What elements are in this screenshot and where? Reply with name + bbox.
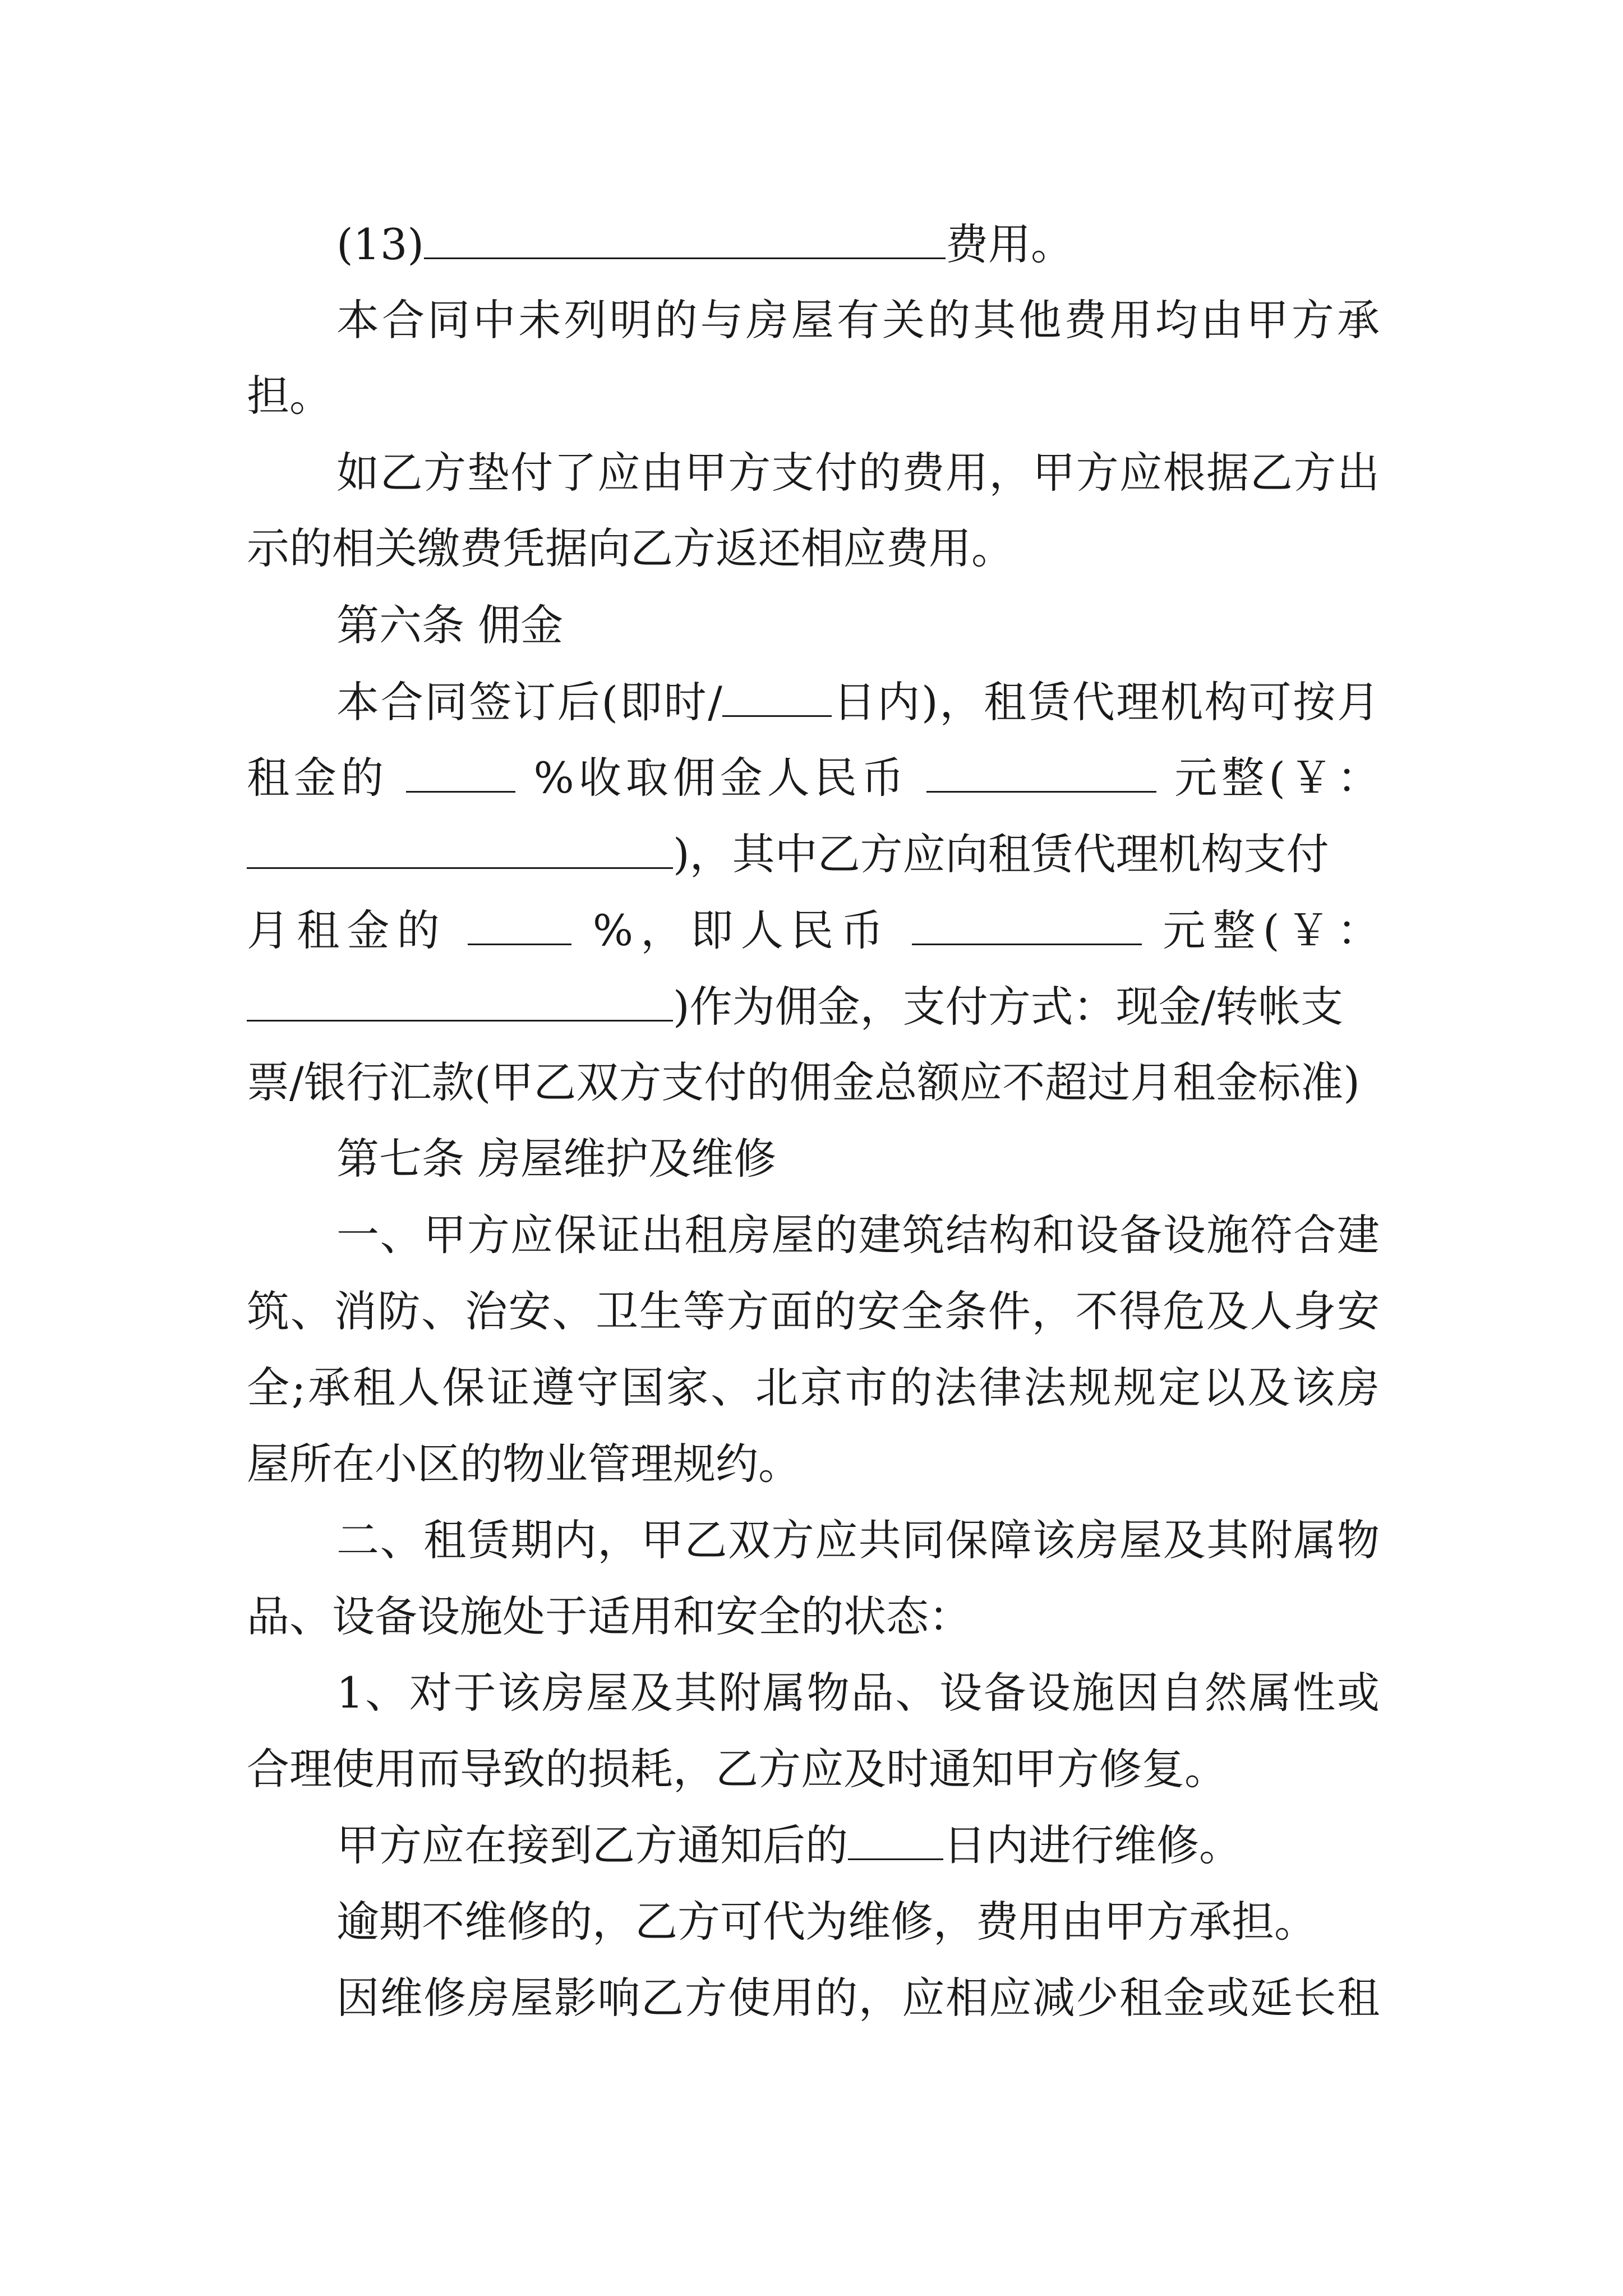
blank-field xyxy=(722,682,832,717)
commission-line xyxy=(336,664,1380,740)
text-segment: 月租金的 xyxy=(247,905,447,955)
blank-field xyxy=(912,910,1142,945)
paragraph-line: 品、设备设施处于适用和安全的状态： xyxy=(247,1591,971,1641)
blank-field xyxy=(406,757,515,793)
paragraph-line: 票/银行汇款(甲乙双方支付的佣金总额应不超过月租金标准) xyxy=(247,1057,1360,1107)
paragraph-line: 全;承租人保证遵守国家、北京市的法律法规规定以及该房 xyxy=(247,1363,1380,1412)
blank-field xyxy=(247,834,673,869)
paragraph-line: 1、对于该房屋及其附属物品、设备设施因自然属性或 xyxy=(336,1668,1380,1718)
text-segment: 甲方应在接到乙方通知后的 xyxy=(336,1820,848,1870)
text-segment: %，即人民币 xyxy=(592,905,891,955)
text-segment: 日内)，租赁代理机构可按月 xyxy=(831,677,1380,727)
paragraph-line: 如乙方垫付了应由甲方支付的费用，甲方应根据乙方出 xyxy=(336,448,1380,498)
paragraph-line: 一、甲方应保证出租房屋的建筑结构和设备设施符合建 xyxy=(336,1210,1380,1260)
blank-field xyxy=(926,757,1156,793)
blank-field xyxy=(247,986,673,1022)
paragraph-line: 本合同中未列明的与房屋有关的其他费用均由甲方承 xyxy=(336,295,1380,345)
text-segment: 租金的 xyxy=(247,753,389,803)
paragraph-line: 逾期不维修的，乙方可代为维修，费用由甲方承担。 xyxy=(336,1897,1317,1947)
text-segment: )作为佣金，支付方式：现金/转帐支 xyxy=(673,982,1344,1032)
blank-field xyxy=(848,1825,943,1860)
paragraph-line: 筑、消防、治安、卫生等方面的安全条件，不得危及人身安 xyxy=(247,1286,1380,1336)
commission-line xyxy=(247,969,1380,1045)
paragraph-line: 屋所在小区的物业管理规约。 xyxy=(247,1439,801,1489)
blank-field xyxy=(468,910,571,945)
paragraph-line: 合理使用而导致的损耗，乙方应及时通知甲方修复。 xyxy=(247,1744,1227,1794)
text-segment: )，其中乙方应向租赁代理机构支付 xyxy=(673,829,1329,879)
blank-field xyxy=(424,224,946,259)
repair-deadline-line xyxy=(336,1807,1380,1884)
commission-line xyxy=(247,892,1380,969)
item-13-suffix: 费用。 xyxy=(946,219,1074,269)
text-segment: 元整(￥： xyxy=(1163,905,1380,955)
paragraph-line: 担。 xyxy=(247,371,332,421)
text-segment: %收取佣金人民币 xyxy=(533,753,909,803)
text-segment: 本合同签订后(即时/ xyxy=(336,677,722,727)
text-segment: 日内进行维修。 xyxy=(943,1820,1242,1870)
paragraph-line: 因维修房屋影响乙方使用的，应相应减少租金或延长租 xyxy=(336,1973,1380,2023)
section-heading-commission: 第六条 佣金 xyxy=(336,600,564,650)
paragraph-line: 二、租赁期内，甲乙双方应共同保障该房屋及其附属物 xyxy=(336,1515,1380,1565)
commission-line xyxy=(247,740,1380,816)
text-segment: 元整(￥： xyxy=(1174,753,1380,803)
item-13-number: (13) xyxy=(336,219,425,269)
paragraph-line: 示的相关缴费凭据向乙方返还相应费用。 xyxy=(247,523,1014,573)
commission-line xyxy=(247,816,1380,892)
section-heading-maintenance: 第七条 房屋维护及维修 xyxy=(336,1134,777,1184)
item-13-line xyxy=(336,206,1380,283)
